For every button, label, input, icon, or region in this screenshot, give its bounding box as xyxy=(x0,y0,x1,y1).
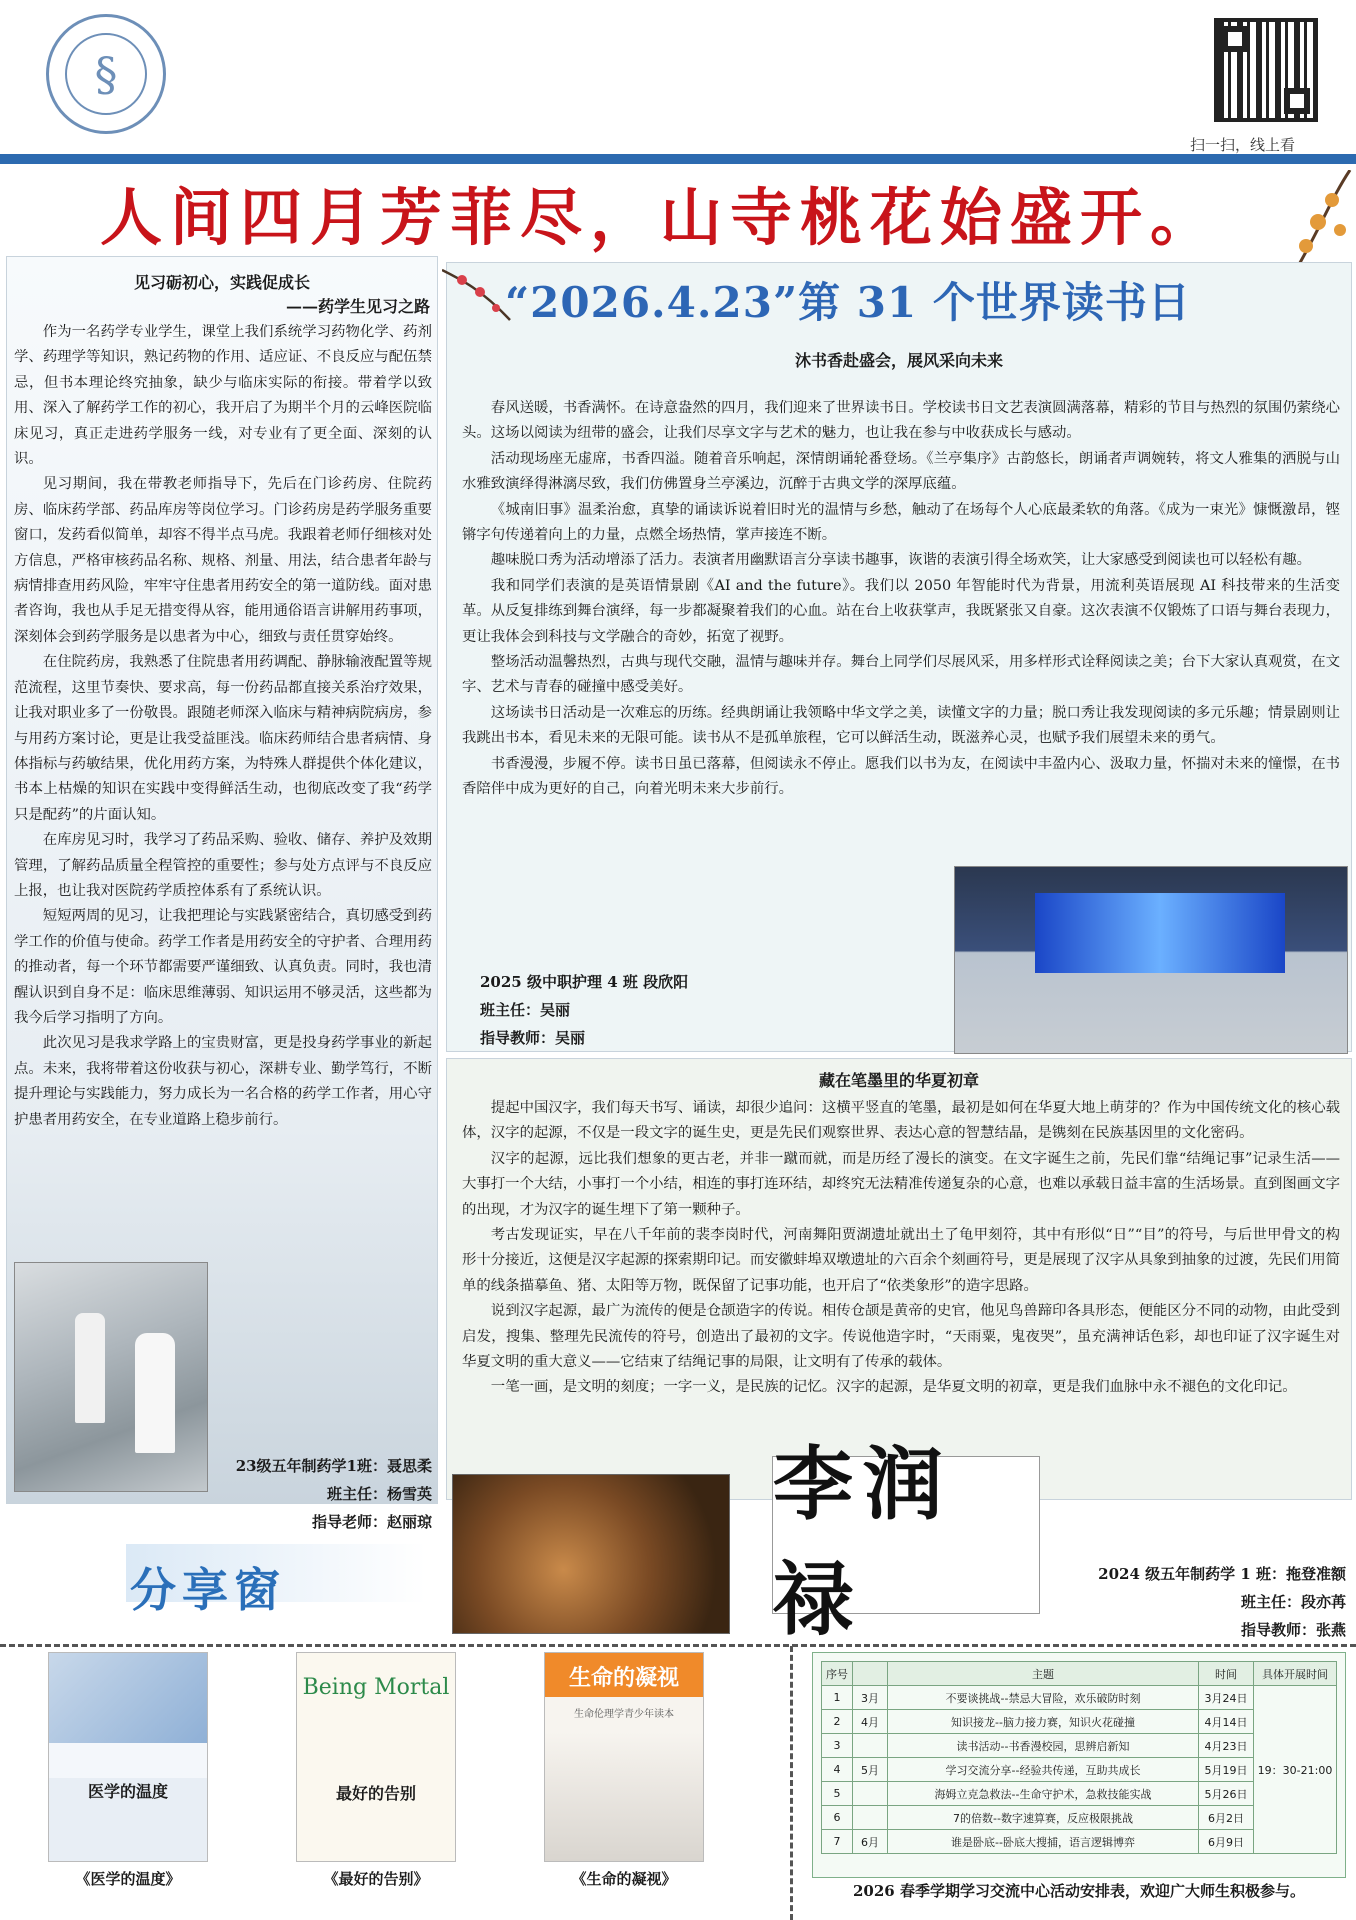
paragraph: 这场读书日活动是一次难忘的历练。经典朗诵让我领略中华文学之美，读懂文字的力量；脱口秀让我发现阅读的多元乐趣；情景剧则让我跳出书本，看见未来的无限可能。读书从不是孤单旅程，它可以鲜活生动，既滋养心灵，也赋予我们展望未来的勇气。 xyxy=(462,704,1340,747)
cell: 5月26日 xyxy=(1199,1782,1254,1806)
cell: 4月23日 xyxy=(1199,1734,1254,1758)
advisor-line: 指导老师：赵丽琼 xyxy=(311,1513,432,1531)
advisor-line: 指导教师：吴丽 xyxy=(480,1029,586,1047)
paragraph: 考古发现证实，早在八千年前的裴李岗时代，河南舞阳贾湖遗址就出土了龟甲刻符，其中有形似“日”“目”的符号，与后世甲骨文的构形十分接近，这便是汉字起源的探索期印记。而安徽蚌埠双墩遗址的六百余个刻画符号，更是展现了汉字从具象到抽象的过渡，先民们用简单的线条描摹鱼、猪、太阳等万物，既保留了记事功能，也开启了“依类象形”的造字思路。 xyxy=(462,1227,1340,1294)
cell: 3 xyxy=(822,1734,853,1758)
paragraph: 短短两周的见习，让我把理论与实践紧密结合，真切感受到药学工作的价值与使命。药学工作者是用药安全的守护者、合理用药的推动者，每一个环节都需要严谨细致、认真负责。同时，我也清醒认识到自身不足：临床思维薄弱、知识运用不够灵活，这些都为我今后学习指明了方向。 xyxy=(14,908,432,1026)
cell: 不要谈挑战--禁忌大冒险，欢乐破防时刻 xyxy=(888,1686,1199,1710)
reading-day-title: “2026.4.23”第 31 个世界读书日 xyxy=(505,278,1191,327)
paragraph: 在住院药房，我熟悉了住院患者用药调配、静脉输液配置等规范流程，这里节奏快、要求高，每一份药品都直接关系治疗效果，让我对职业多了一份敬畏。跟随老师深入临床与精神病院病房，参与用药方案讨论，更是让我受益匪浅。临床药师结合患者病情、身体指标与药敏结果，优化用药方案，为特殊人群提供个体化建议，书本上枯燥的知识在实践中变得鲜活生动，也彻底改变了我“药学只是配药”的片面认知。 xyxy=(14,654,432,823)
cell: 海姆立克急救法--生命守护术，急救技能实战 xyxy=(888,1782,1199,1806)
cell: 6 xyxy=(822,1806,853,1830)
share-title: 分享窗 xyxy=(130,1563,286,1617)
chinese-characters-title: 藏在笔墨里的华夏初章 xyxy=(818,1071,979,1090)
book-caption: 《最好的告别》 xyxy=(323,1870,429,1888)
cell: 1 xyxy=(822,1686,853,1710)
author-line: 23级五年制药学1班：聂思柔 xyxy=(235,1457,432,1475)
pharmacy-internship-photo xyxy=(14,1262,208,1492)
chinese-characters-body xyxy=(462,1096,1340,1401)
cell: 知识接龙--脑力接力赛，知识火花碰撞 xyxy=(888,1710,1199,1734)
book-caption: 《医学的温度》 xyxy=(75,1870,181,1888)
cell: 6月9日 xyxy=(1199,1830,1254,1854)
headline: 人间四月芳菲尽，山寺桃花始盛开。 xyxy=(100,181,1221,254)
time-span-cell: 19：30-21:00 xyxy=(1254,1686,1337,1854)
left-article-credits xyxy=(200,1452,432,1536)
bottom-divider xyxy=(0,1644,1356,1647)
head-teacher-line: 班主任：吴丽 xyxy=(480,1001,571,1019)
schedule-table xyxy=(821,1661,1337,1854)
plum-blossom-icon xyxy=(442,260,512,330)
paragraph: 整场活动温馨热烈，古典与现代交融，温情与趣味并存。舞台上同学们尽展风采，用多样形式诠释阅读之美；台下大家认真观赏，在文字、艺术与青春的碰撞中感受美好。 xyxy=(462,654,1340,696)
paragraph: 书香漫漫，步履不停。读书日虽已落幕，但阅读永不停止。愿我们以书为友，在阅读中丰盈内心、汲取力量，怀揣对未来的憧憬，在书香陪伴中成为更好的自己，向着光明未来大步前行。 xyxy=(462,755,1340,798)
cell: 谁是卧底--卧底大搜捕，语言逻辑博弈 xyxy=(888,1830,1199,1854)
paragraph: 见习期间，我在带教老师指导下，先后在门诊药房、住院药房、临床药学部、药品库房等岗位学习。门诊药房是药学服务重要窗口，发药看似简单，却容不得半点马虎。我跟着老师仔细核对处方信息，严格审核药品名称、规格、剂量、用法，结合患者年龄与病情排查用药风险，牢牢守住患者用药安全的第一道防线。面对患者咨询，我也从手足无措变得从容，能用通俗语言讲解用药事项，深刻体会到药学服务是以患者为中心，细致与责任贯穿始终。 xyxy=(14,476,432,645)
book-caption: 《生命的凝视》 xyxy=(571,1870,677,1888)
table-header-row xyxy=(822,1662,1337,1686)
header-divider xyxy=(0,154,1356,164)
paragraph: 活动现场座无虚席，书香四溢。随着音乐响起，深情朗诵轮番登场。《兰亭集序》古韵悠长，朗诵者声调婉转，将文人雅集的洒脱与山水雅致演绎得淋漓尽致，我们仿佛置身兰亭溪边，沉醉于古典文学的深厚底蕴。 xyxy=(462,450,1340,493)
snake-staff-icon: § xyxy=(65,33,147,115)
book-cover-being-mortal xyxy=(296,1652,456,1862)
cell: 7的倍数--数字速算赛，反应极限挑战 xyxy=(888,1806,1199,1830)
chinese-characters-credits xyxy=(1040,1560,1346,1644)
cell xyxy=(853,1806,888,1830)
paragraph: 说到汉字起源，最广为流传的便是仓颉造字的传说。相传仓颉是黄帝的史官，他见鸟兽蹄印各具形态，便能区分不同的动物，由此受到启发，搜集、整理先民流传的符号，创造出了最初的文字。传说他造字时，“天雨粟，鬼夜哭”，虽充满神话色彩，却也印证了汉字诞生对华夏文明的重大意义——它结束了结绳记事的局限，让文明有了传承的载体。 xyxy=(462,1303,1340,1371)
schedule-caption: 2026 春季学期学习交流中心活动安排表，欢迎广大师生积极参与。 xyxy=(853,1882,1305,1900)
cell: 2 xyxy=(822,1710,853,1734)
head-teacher-line: 班主任：杨雪英 xyxy=(326,1485,432,1503)
reading-day-credits xyxy=(480,968,688,1052)
paragraph: 春风送暖，书香满怀。在诗意盎然的四月，我们迎来了世界读书日。学校读书日文艺表演圆满落幕，精彩的节目与热烈的氛围仍萦绕心头。这场以阅读为纽带的盛会，让我们尽享文字与艺术的魅力，也让我在参与中收获成长与感动。 xyxy=(462,400,1340,442)
author-line: 2025 级中职护理 4 班 段欣阳 xyxy=(480,973,689,991)
cell xyxy=(853,1734,888,1758)
col-header xyxy=(853,1662,888,1686)
paragraph: 提起中国汉字，我们每天书写、诵读，却很少追问：这横平竖直的笔墨，最初是如何在华夏大地上萌芽的？作为中国传统文化的核心载体，汉字的起源，不仅是一段文字的诞生史，更是先民们观察世界、表达心意的智慧结晶，是镌刻在民族基因里的文化密码。 xyxy=(462,1100,1340,1142)
table-row xyxy=(822,1686,1337,1710)
cell: 6月 xyxy=(853,1830,888,1854)
book-cover-title: 医学的温度 xyxy=(87,1782,168,1801)
stage-performance-photo xyxy=(954,866,1348,1054)
book-cover-title: 生命的凝视 xyxy=(568,1665,679,1691)
seal-script-image: 李润禄 xyxy=(772,1456,1040,1614)
col-header: 序号 xyxy=(822,1662,853,1686)
paragraph: 在库房见习时，我学习了药品采购、验收、储存、养护及效期管理，了解药品质量全程管控的重要性；参与处方点评与不良反应上报，也让我对医院药学质控体系有了系统认识。 xyxy=(14,832,432,899)
qr-code[interactable] xyxy=(1214,18,1318,122)
cell: 4 xyxy=(822,1758,853,1782)
left-article-title: 见习砺初心，实践促成长 xyxy=(133,273,310,292)
cell: 7 xyxy=(822,1830,853,1854)
left-article-subtitle: ——药学生见习之路 xyxy=(285,297,430,316)
cell: 学习交流分享--经验共传递，互助共成长 xyxy=(888,1758,1199,1782)
book-cover-subtitle: 最好的告别 xyxy=(335,1784,416,1803)
cave-knot-tying-photo xyxy=(452,1474,730,1634)
paragraph: 作为一名药学专业学生，课堂上我们系统学习药物化学、药剂学、药理学等知识，熟记药物的作用、适应证、不良反应与配伍禁忌，但书本理论终究抽象，缺少与临床实际的衔接。带着学以致用、深入了解药学工作的初心，我开启了为期半个月的云峰医院临床见习，真正走进药学服务一线，对专业有了更全面、深刻的认识。 xyxy=(14,324,432,468)
paragraph: 我和同学们表演的是英语情景剧《AI and the future》。我们以 2050 年智能时代为背景，用流利英语展现 AI 科技带来的生活变革。从反复排练到舞台演绎，每一步都凝聚着我们的心血。站在台上收获掌声，我既紧张又自豪。这次表演不仅锻炼了口语与舞台表现力，更让我体会到科技与文学融合的奇妙，拓宽了视野。 xyxy=(462,577,1340,645)
advisor-line: 指导教师：张燕 xyxy=(1240,1621,1346,1639)
book-cover-gaze-of-life xyxy=(544,1652,704,1862)
cell: 4月14日 xyxy=(1199,1710,1254,1734)
cell: 读书活动--书香漫校园，思辨启新知 xyxy=(888,1734,1199,1758)
paragraph: 汉字的起源，远比我们想象的更古老，并非一蹴而就，而是历经了漫长的演变。在文字诞生之前，先民们靠“结绳记事”记录生活——大事打一个大结，小事打一个小结，相连的事打连环结，却终究无法精准传递复杂的心意，也难以承载日益丰富的生活场景。直到图画文字的出现，才为汉字的诞生埋下了第一颗种子。 xyxy=(462,1150,1340,1218)
paragraph: 此次见习是我求学路上的宝贵财富，更是投身药学事业的新起点。未来，我将带着这份收获与初心，深耕专业、勤学笃行，不断提升理论与实践能力，努力成长为一名合格的药学工作者，用心守护患者用药安全，在专业道路上稳步前行。 xyxy=(14,1035,432,1128)
cell: 5 xyxy=(822,1782,853,1806)
schedule-table-frame xyxy=(812,1652,1346,1878)
scan-label: 扫一扫，线上看 xyxy=(1190,136,1296,154)
head-teacher-line: 班主任：段亦苒 xyxy=(1240,1593,1346,1611)
college-logo xyxy=(46,14,166,134)
left-article-body xyxy=(14,320,432,1133)
col-header: 具体开展时间 xyxy=(1254,1662,1337,1686)
cell: 4月 xyxy=(853,1710,888,1734)
cell: 5月 xyxy=(853,1758,888,1782)
paragraph: 《城南旧事》温柔治愈，真挚的诵读诉说着旧时光的温情与乡愁，触动了在场每个人心底最柔软的角落。《成为一束光》慷慨激昂，铿锵字句传递着向上的力量，点燃全场热情，掌声接连不断。 xyxy=(462,501,1340,544)
paragraph: 趣味脱口秀为活动增添了活力。表演者用幽默语言分享读书趣事，诙谐的表演引得全场欢笑，让大家感受到阅读也可以轻松有趣。 xyxy=(490,552,1312,569)
cell: 3月 xyxy=(853,1686,888,1710)
book-cover-subtitle: 生命伦理学青少年读本 xyxy=(574,1709,674,1720)
cell: 5月19日 xyxy=(1199,1758,1254,1782)
reading-day-section-title: 沐书香赴盛会，展风采向未来 xyxy=(794,351,1003,370)
author-line: 2024 级五年制药学 1 班：拖登准额 xyxy=(1098,1565,1346,1583)
cell xyxy=(853,1782,888,1806)
cell: 3月24日 xyxy=(1199,1686,1254,1710)
col-header: 时间 xyxy=(1199,1662,1254,1686)
col-header: 主题 xyxy=(888,1662,1199,1686)
reading-day-body xyxy=(462,396,1340,803)
bottom-vertical-divider xyxy=(790,1646,793,1920)
cell: 6月2日 xyxy=(1199,1806,1254,1830)
paragraph: 一笔一画，是文明的刻度；一字一义，是民族的记忆。汉字的起源，是华夏文明的初章，更是我们血脉中永不褪色的文化印记。 xyxy=(490,1379,1297,1396)
book-cover-title: Being Mortal xyxy=(302,1675,450,1700)
book-cover-medicine xyxy=(48,1652,208,1862)
